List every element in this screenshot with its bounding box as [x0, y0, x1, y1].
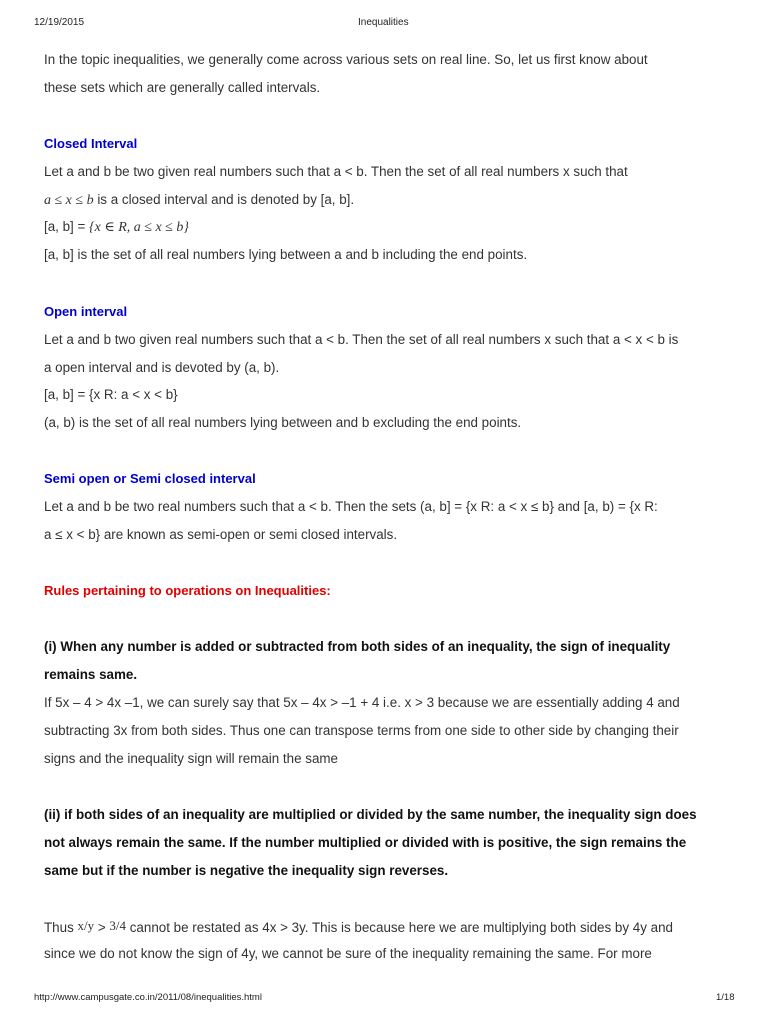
thus-gt: > [94, 920, 110, 935]
rule2-bold-2: not always remain the same. If the number multiplied or divided with is positive, the sign remains the [44, 835, 687, 850]
closed-line-2 [44, 192, 354, 209]
open-line-4: (a, b) is the set of all real numbers lying between and b excluding the end points. [44, 415, 522, 430]
semi-line-1: Let a and b be two real numbers such that a < b. Then the sets (a, b] = {x R: a < x ≤ b} and [a, b) = {x R: [44, 499, 658, 514]
rule1-line-3: signs and the inequality sign will remain the same [44, 751, 339, 766]
thus-fraction-1: x/y [77, 918, 95, 933]
print-date: 12/19/2015 [34, 17, 85, 28]
closed-line-4: [a, b] is the set of all real numbers lying between a and b including the end points. [44, 247, 528, 262]
intro-line-1: In the topic inequalities, we generally come across various sets on real line. So, let us first know about [44, 52, 648, 67]
thus-rest: cannot be restated as 4x > 3y. This is because here we are multiplying both sides by 4y and [126, 920, 673, 935]
rule2-bold-1: (ii) if both sides of an inequality are multiplied or divided by the same number, the inequality sign does [44, 807, 697, 822]
closed-def-prefix: [a, b] = [44, 219, 90, 234]
closed-interval-heading: Closed Interval [44, 136, 138, 151]
closed-formula: a ≤ x ≤ b [44, 193, 94, 208]
rules-heading: Rules pertaining to operations on Inequalities: [44, 583, 331, 598]
semi-line-2: a ≤ x < b} are known as semi-open or semi closed intervals. [44, 527, 398, 542]
page-title: Inequalities [358, 17, 409, 28]
open-line-2: a open interval and is devoted by (a, b). [44, 360, 280, 375]
closed-line-3 [44, 219, 189, 236]
thus-line-2: since we do not know the sign of 4y, we cannot be sure of the inequality remaining the same. For more [44, 946, 652, 961]
thus-prefix: Thus [44, 920, 78, 935]
closed-def-formula: {x ∈ R, a ≤ x ≤ b} [89, 220, 189, 235]
open-interval-heading: Open interval [44, 304, 128, 319]
closed-line-1: Let a and b be two given real numbers such that a < b. Then the set of all real numbers x such that [44, 164, 628, 179]
rule1-line-1: If 5x – 4 > 4x –1, we can surely say that 5x – 4x > –1 + 4 i.e. x > 3 because we are essentially adding 4 and [44, 695, 680, 710]
page-number: 1/18 [716, 992, 735, 1003]
open-line-3: [a, b] = {x R: a < x < b} [44, 387, 178, 402]
rule2-bold-3: same but if the number is negative the inequality sign reverses. [44, 863, 449, 878]
semi-interval-heading: Semi open or Semi closed interval [44, 471, 256, 486]
rule1-line-2: subtracting 3x from both sides. Thus one can transpose terms from one side to other side by changing their [44, 723, 679, 738]
thus-line-1 [44, 918, 673, 935]
closed-line-2-text: is a closed interval and is denoted by [a, b]. [93, 192, 355, 207]
source-url[interactable]: http://www.campusgate.co.in/2011/08/inequalities.html [34, 992, 262, 1003]
thus-fraction-2: 3/4 [109, 918, 127, 933]
intro-line-2: these sets which are generally called intervals. [44, 80, 321, 95]
rule1-bold-1: (i) When any number is added or subtracted from both sides of an inequality, the sign of inequality [44, 639, 671, 654]
rule1-bold-2: remains same. [44, 667, 138, 682]
open-line-1: Let a and b two given real numbers such that a < b. Then the set of all real numbers x such that a < x < b is [44, 332, 679, 347]
